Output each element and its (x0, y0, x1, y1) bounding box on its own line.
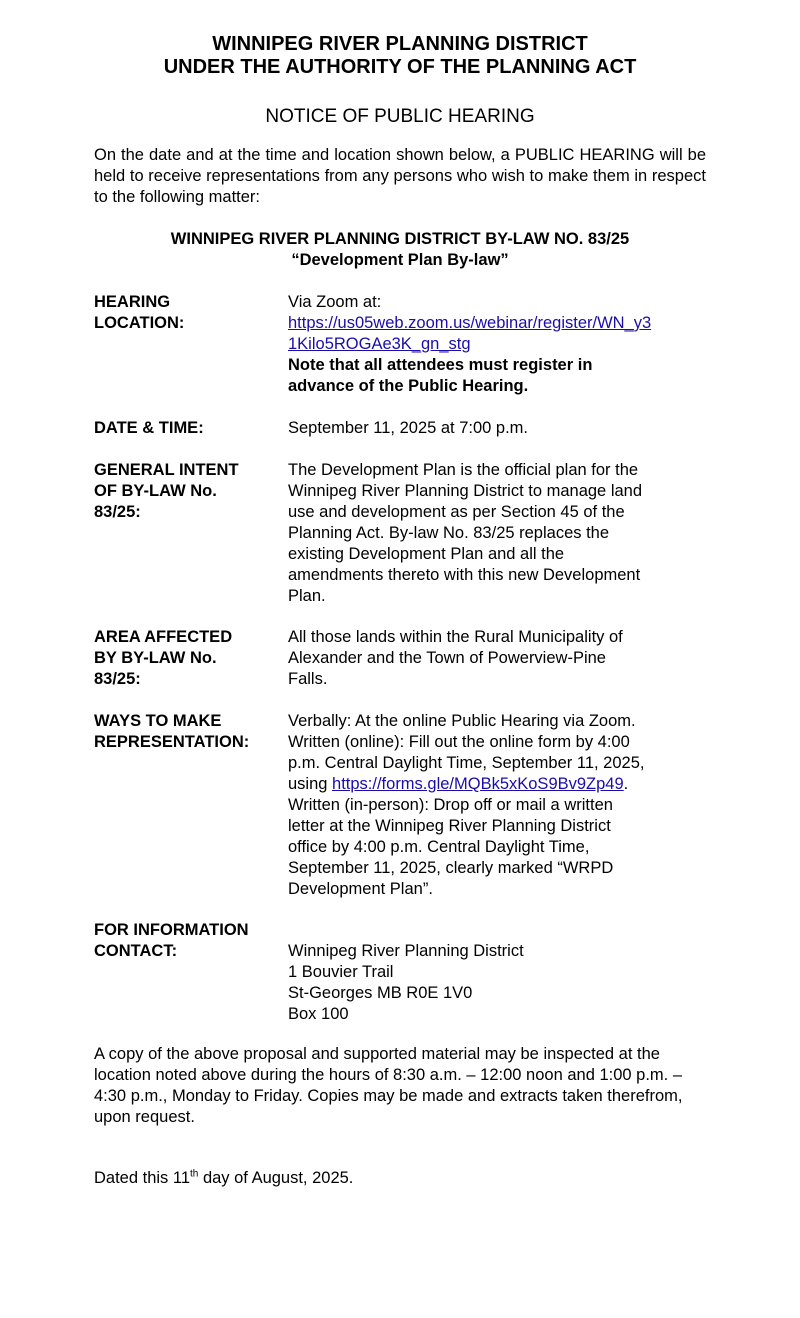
header-line-2: UNDER THE AUTHORITY OF THE PLANNING ACT (163, 56, 637, 78)
general-intent-value: The Development Plan is the official plan for the Winnipeg River Planning District to manage land use and development as per Section 45 of the Planning Act. By-law No. 83/25 replaces the existing Development Plan and all the amendments thereto with this new Development Plan. (288, 461, 643, 605)
area-affected-value: All those lands within the Rural Municipality of Alexander and the Town of Powerview-Pine Falls. (288, 628, 623, 688)
hearing-location-label: HEARING LOCATION: (94, 293, 185, 332)
contact-address: Winnipeg River Planning District 1 Bouvier Trail St-Georges MB R0E 1V0 Box 100 (288, 942, 524, 1023)
ordinal-suffix: th (190, 1168, 199, 1180)
ways-value: Verbally: At the online Public Hearing via Zoom. Written (online): Fill out the online form by 4:00 p.m. Central Daylight Time, September 11, 2025, using https://forms.gle/MQBk5xKoS9Bv9Zp49. Written (in-person): Drop off or mail a written letter at the Winnipeg River Planning District office by 4:00 p.m. Central Daylight Time, September 11, 2025, clearly marked “WRPD Development Plan”. (288, 711, 693, 900)
general-intent-label: GENERAL INTENT OF BY-LAW No. 83/25: (94, 461, 239, 521)
ways-label: WAYS TO MAKE REPRESENTATION: (94, 712, 250, 751)
online-form-line: using https://forms.gle/MQBk5xKoS9Bv9Zp49. (288, 775, 629, 793)
intro-paragraph: On the date and at the time and location shown below, a PUBLIC HEARING will be held to receive representations from any persons who wish to make them in respect to the following matter: (94, 146, 706, 206)
bylaw-subtitle: “Development Plan By-law” (291, 251, 509, 269)
bylaw-title: WINNIPEG RIVER PLANNING DISTRICT BY-LAW NO. 83/25 (170, 230, 630, 248)
closing-paragraph: A copy of the above proposal and supported material may be inspected at the location noted above during the hours of 8:30 a.m. – 12:00 noon and 1:00 p.m. – 4:30 p.m., Monday to Friday. Copies may be made and extracts taken therefrom, upon request. (94, 1045, 683, 1126)
document-header (0, 33, 800, 79)
registration-note-line-1: Note that all attendees must register in (288, 356, 593, 374)
date-time-label: DATE & TIME: (94, 419, 204, 437)
hearing-via: Via Zoom at: (288, 293, 382, 311)
registration-note-line-2: advance of the Public Hearing. (288, 377, 529, 395)
notice-title: NOTICE OF PUBLIC HEARING (265, 106, 535, 127)
date-time-value: September 11, 2025 at 7:00 p.m. (288, 419, 529, 437)
area-affected-label: AREA AFFECTED BY BY-LAW No. 83/25: (94, 628, 233, 688)
zoom-registration-link[interactable]: https://us05web.zoom.us/webinar/register/WN_y3 1Kilo5ROGAe3K_gn_stg (288, 314, 652, 353)
hearing-location-value (288, 292, 693, 397)
contact-label: FOR INFORMATION CONTACT: (94, 921, 249, 960)
dated-line: Dated this 11th day of August, 2025. (94, 1168, 354, 1187)
bylaw-heading (0, 229, 800, 271)
header-line-1: WINNIPEG RIVER PLANNING DISTRICT (212, 33, 588, 55)
online-form-link[interactable]: https://forms.gle/MQBk5xKoS9Bv9Zp49 (332, 775, 624, 793)
